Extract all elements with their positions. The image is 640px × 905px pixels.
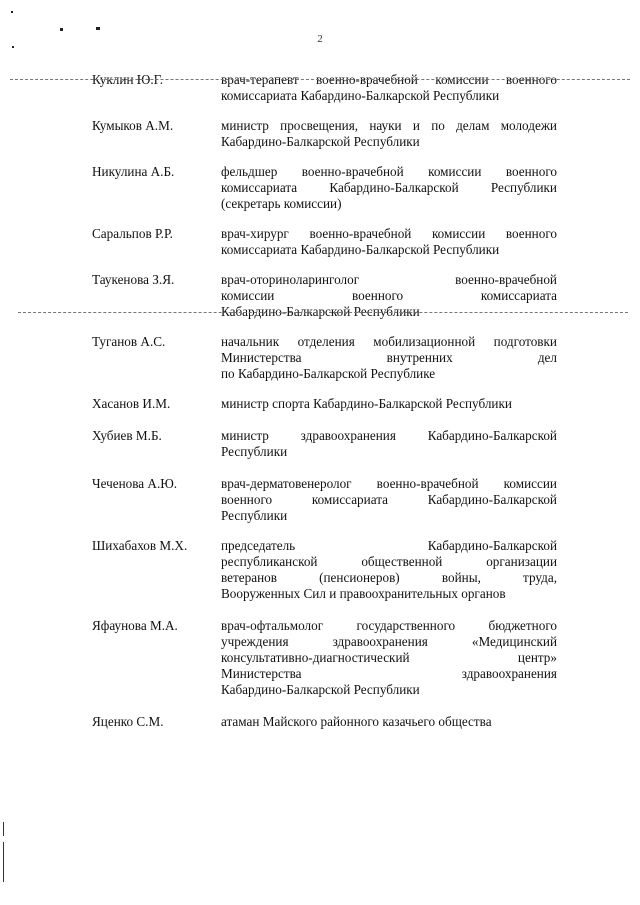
member-role-line: комиссариата Кабардино-Балкарской Республики [221, 180, 557, 195]
member-role-line: комиссариата Кабардино-Балкарской Республики [221, 88, 500, 103]
member-role-line: Кабардино-Балкарской Республики [221, 134, 420, 149]
member-role-line: врач-дерматовенеролог военно-врачебной комиссии [221, 476, 557, 491]
member-role [221, 396, 557, 412]
member-name: Яценко С.М. [92, 714, 164, 729]
member-role-line: министр просвещения, науки и по делам молодежи [221, 118, 557, 133]
member-role [221, 72, 557, 104]
member-role-line: Вооруженных Сил и правоохранительных органов [221, 586, 506, 601]
scan-line-top [10, 79, 630, 80]
member-role-line: по Кабардино-Балкарской Республике [221, 366, 436, 381]
member-name: Никулина А.Б. [92, 164, 175, 179]
member-role [221, 618, 557, 698]
member-role-line: республиканской общественной организации [221, 554, 557, 569]
member-role-line: ветеранов (пенсионеров) войны, труда, [221, 570, 557, 585]
member-name: Шихабахов М.Х. [92, 538, 188, 553]
member-role [221, 714, 557, 730]
member-role-line: врач-оториноларинголог военно-врачебной [221, 272, 557, 287]
member-role-line: врач-офтальмолог государственного бюджетного [221, 618, 557, 633]
member-role-line: консультативно-диагностический центр» [221, 650, 557, 665]
member-role-line: начальник отделения мобилизационной подготовки [221, 334, 557, 349]
member-role [221, 476, 557, 524]
member-role [221, 118, 557, 150]
member-name: Куклин Ю.Г. [92, 72, 164, 87]
member-name: Хубиев М.Б. [92, 428, 162, 443]
member-role [221, 538, 557, 602]
member-role-line: врач-терапевт военно-врачебной комиссии военного [221, 72, 557, 87]
member-name: Кумыков А.М. [92, 118, 174, 133]
member-role-line: врач-хирург военно-врачебной комиссии военного [221, 226, 557, 241]
member-role [221, 334, 557, 382]
member-role-line: атаман Майского районного казачьего общества [221, 714, 492, 729]
member-role-line: военного комиссариата Кабардино-Балкарской [221, 492, 557, 507]
page-number: 2 [317, 33, 323, 45]
member-role-line: председатель Кабардино-Балкарской [221, 538, 557, 553]
member-role-line: Министерства внутренних дел [221, 350, 557, 365]
member-role-line: Кабардино-Балкарской Республики [221, 304, 420, 319]
member-name: Таукенова З.Я. [92, 272, 175, 287]
member-name: Хасанов И.М. [92, 396, 171, 411]
member-name: Чеченова А.Ю. [92, 476, 178, 491]
member-role-line: комиссии военного комиссариата [221, 288, 557, 303]
member-role [221, 164, 557, 212]
member-role-line: Кабардино-Балкарской Республики [221, 682, 420, 697]
member-name: Туганов А.С. [92, 334, 166, 349]
member-role-line: министр спорта Кабардино-Балкарской Республики [221, 396, 512, 411]
member-role-line: министр здравоохранения Кабардино-Балкарской [221, 428, 557, 443]
member-role-line: фельдшер военно-врачебной комиссии военного [221, 164, 557, 179]
member-role-line: (секретарь комиссии) [221, 196, 342, 211]
member-name: Яфаунова М.А. [92, 618, 178, 633]
member-role-line: Республики [221, 508, 288, 523]
member-role-line: Республики [221, 444, 288, 459]
member-role-line: комиссариата Кабардино-Балкарской Республики [221, 242, 500, 257]
member-role [221, 428, 557, 460]
member-role-line: учреждения здравоохранения «Медицинский [221, 634, 557, 649]
member-role [221, 226, 557, 258]
member-name: Саральпов Р.Р. [92, 226, 173, 241]
scan-line-middle [18, 312, 628, 313]
member-role-line: Министерства здравоохранения [221, 666, 557, 681]
